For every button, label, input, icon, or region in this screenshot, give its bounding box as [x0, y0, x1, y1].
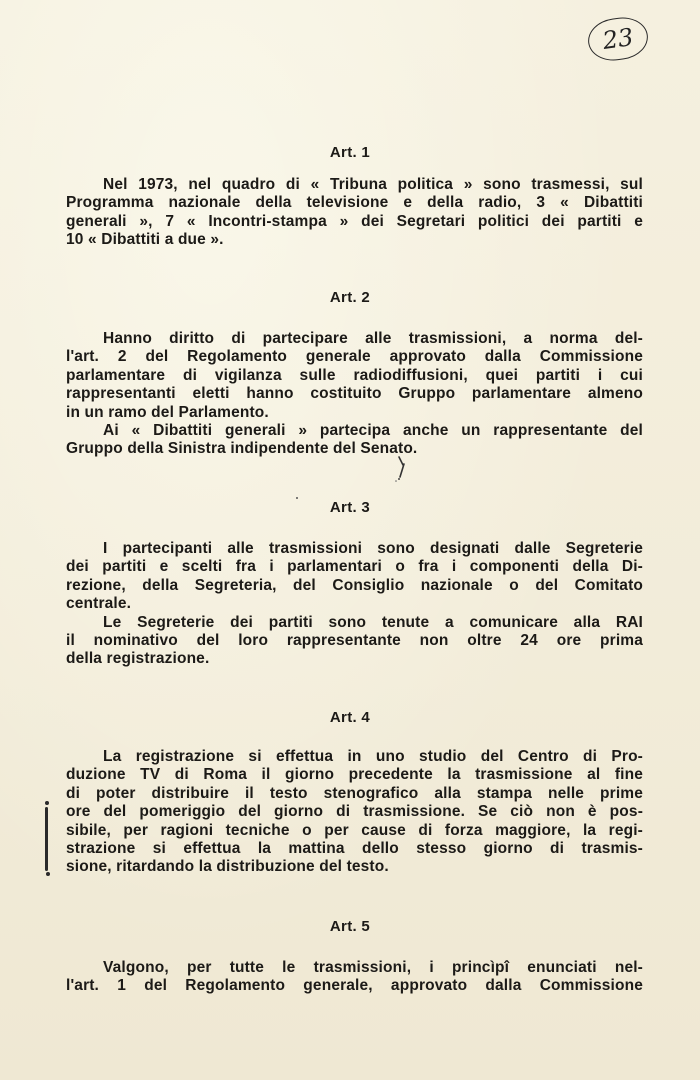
article-line: rezione, della Segreteria, del Consiglio nazionale o del Comitato — [66, 576, 643, 594]
article-3-heading: Art. 3 — [329, 499, 371, 516]
margin-mark-dot — [45, 801, 49, 805]
article-line: sibile, per ragioni tecniche o per cause di forza maggiore, la regi- — [66, 821, 643, 839]
article-line: di poter distribuire il testo stenografico alla stampa nelle prime — [66, 784, 643, 802]
article-2-heading: Art. 2 — [329, 289, 371, 306]
article-line: ore del pomeriggio del giorno di trasmissione. Se ciò non è pos- — [66, 803, 643, 821]
article-3-body — [66, 540, 643, 669]
article-line: strazione si effettua la mattina dello stesso giorno di trasmis- — [66, 839, 643, 857]
article-line: rappresentanti eletti hanno costituito Gruppo parlamentare almeno — [66, 385, 643, 403]
article-line: dei partiti e scelti fra i parlamentari o fra i componenti della Di- — [66, 558, 643, 576]
article-line: Le Segreterie dei partiti sono tenute a comunicare alla RAI — [103, 613, 643, 631]
margin-mark-dot — [46, 872, 50, 876]
article-2-body — [66, 330, 643, 459]
margin-bracket — [45, 807, 48, 871]
article-line: generali », 7 « Incontri-stampa » dei Segretari politici dei partiti e — [66, 212, 643, 230]
article-4-heading: Art. 4 — [329, 709, 371, 726]
article-line: sione, ritardando la distribuzione del testo. — [66, 858, 389, 876]
article-line: Hanno diritto di partecipare alle trasmissioni, a norma del- — [103, 330, 643, 347]
article-1-heading: Art. 1 — [329, 144, 371, 161]
article-5-body — [66, 959, 643, 996]
article-line: Programma nazionale della televisione e della radio, 3 « Dibattiti — [66, 194, 643, 212]
article-line: della registrazione. — [66, 650, 210, 668]
article-line: Valgono, per tutte le trasmissioni, i princìpî enunciati nel- — [103, 959, 643, 976]
article-4-body — [66, 748, 643, 877]
article-line: Nel 1973, nel quadro di « Tribuna politica » sono trasmessi, sul — [103, 176, 643, 193]
article-line: La registrazione si effettua in uno studio del Centro di Pro- — [103, 748, 643, 765]
article-line: centrale. — [66, 595, 132, 613]
article-line: l'art. 1 del Regolamento generale, approvato dalla Commissione — [66, 977, 643, 995]
article-line: parlamentare di vigilanza sulle radiodiffusioni, quei partiti i cui — [66, 366, 643, 384]
article-1-body — [66, 176, 643, 250]
article-line: Ai « Dibattiti generali » partecipa anche un rappresentante del — [103, 421, 643, 439]
article-5-heading: Art. 5 — [329, 918, 371, 935]
article-line: I partecipanti alle trasmissioni sono designati dalle Segreterie — [103, 540, 643, 557]
article-line: il nominativo del loro rappresentante non oltre 24 ore prima — [66, 631, 643, 649]
article-line: in un ramo del Parlamento. — [66, 403, 269, 421]
article-line: l'art. 2 del Regolamento generale approvato dalla Commissione — [66, 348, 643, 366]
article-line: Gruppo della Sinistra indipendente del Senato. — [66, 440, 418, 458]
article-line: 10 « Dibattiti a due ». — [66, 231, 224, 249]
article-line: duzione TV di Roma il giorno precedente la trasmissione al fine — [66, 766, 643, 784]
pen-mark — [395, 455, 417, 483]
page-number: 23 — [585, 14, 650, 64]
